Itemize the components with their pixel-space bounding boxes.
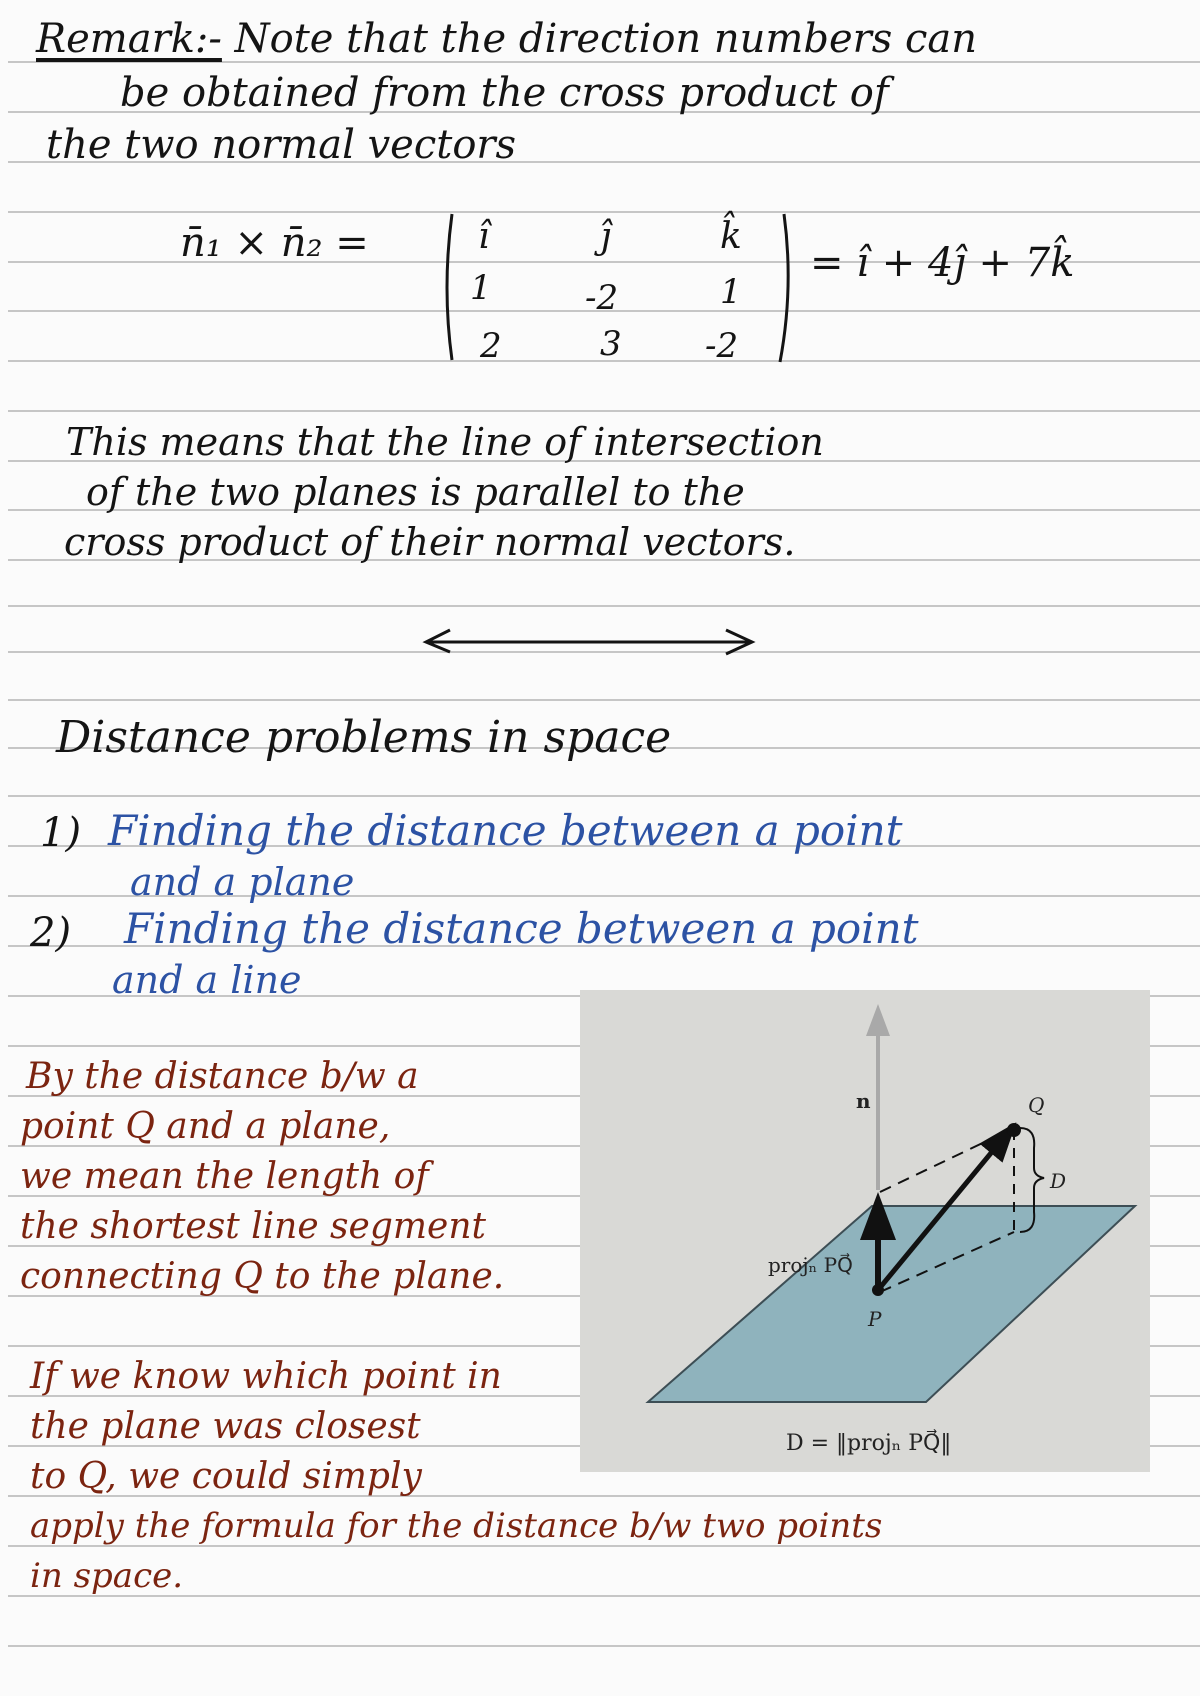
remark-line-3: the two normal vectors: [46, 122, 517, 168]
section-title: Distance problems in space: [56, 712, 672, 763]
remark-line-2: be obtained from the cross product of: [120, 70, 889, 116]
closest-line-1: If we know which point in: [30, 1356, 502, 1397]
problem-1-line-2: and a plane: [130, 860, 355, 904]
matrix-r2-c2: -2: [585, 278, 619, 318]
matrix-r1-c2: ĵ: [600, 216, 612, 257]
problem-1-number: 1): [40, 810, 82, 856]
closest-line-2: the plane was closest: [30, 1406, 421, 1447]
problem-2-number: 2): [30, 910, 72, 956]
remark-text-1: Note that the direction numbers can: [234, 16, 978, 62]
definition-line-4: the shortest line segment: [20, 1206, 486, 1247]
label-n: n: [856, 1089, 871, 1113]
closest-line-5: in space.: [30, 1556, 184, 1596]
matrix-r3-c3: -2: [705, 326, 739, 366]
problem-1-line-1: Finding the distance between a point: [108, 806, 903, 855]
closest-line-3: to Q, we could simply: [30, 1456, 422, 1497]
meaning-line-1: This means that the line of intersection: [66, 420, 824, 464]
dashed-top: [880, 1128, 1014, 1192]
definition-line-3: we mean the length of: [20, 1156, 429, 1197]
figure-caption: D = ‖projₙ PQ⃗‖: [786, 1431, 952, 1456]
matrix-r1-c1: î: [478, 216, 490, 257]
plane: [648, 1206, 1135, 1402]
meaning-line-2: of the two planes is parallel to the: [86, 470, 745, 514]
distance-figure: [580, 990, 1150, 1472]
label-proj: projₙ PQ⃗: [768, 1253, 853, 1277]
definition-line-2: point Q and a plane,: [20, 1106, 391, 1147]
definition-line-5: connecting Q to the plane.: [20, 1256, 505, 1297]
matrix-r3-c2: 3: [600, 324, 622, 364]
cross-product-result: = î + 4ĵ + 7k̂: [810, 240, 1075, 286]
matrix-r2-c1: 1: [470, 268, 492, 308]
label-d: D: [1050, 1169, 1067, 1193]
problem-2-line-2: and a line: [112, 958, 302, 1002]
double-arrow-separator: [420, 622, 760, 662]
definition-line-1: By the distance b/w a: [26, 1056, 419, 1097]
label-q: Q: [1028, 1093, 1045, 1117]
meaning-line-3: cross product of their normal vectors.: [64, 520, 796, 564]
label-p: P: [868, 1307, 882, 1331]
cross-product-determinant: [180, 198, 1130, 368]
problem-2-line-1: Finding the distance between a point: [124, 904, 919, 953]
remark-label: Remark:-: [36, 16, 222, 62]
matrix-r3-c1: 2: [480, 326, 502, 366]
point-q: [1007, 1123, 1021, 1137]
remark-line-1: [36, 16, 977, 62]
cross-product-lhs: n̄₁ × n̄₂ =: [180, 220, 369, 266]
distance-figure-drawing: [580, 990, 1150, 1472]
matrix-r1-c3: k̂: [720, 216, 742, 257]
closest-line-4: apply the formula for the distance b/w two points: [30, 1506, 883, 1546]
point-p: [872, 1284, 884, 1296]
matrix-r2-c3: 1: [720, 272, 742, 312]
